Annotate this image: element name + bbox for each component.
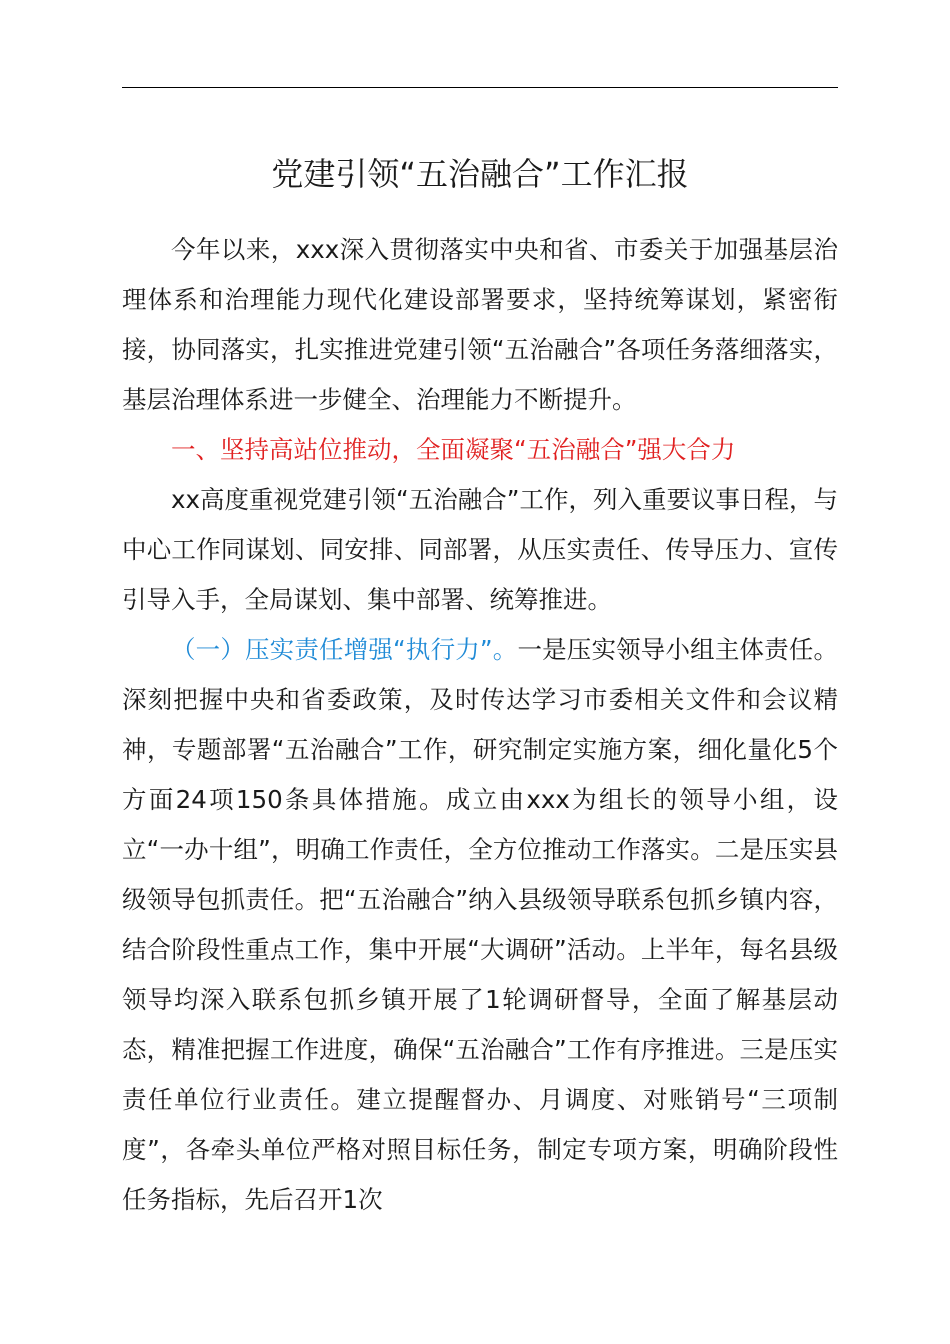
subsection-1-heading: （一）压实责任增强“执行力”。 — [171, 635, 518, 664]
section-1-heading: 一、坚持高站位推动，全面凝聚“五治融合”强大合力 — [171, 435, 736, 464]
subsection-1-paragraph — [122, 625, 838, 1225]
header-rule — [122, 87, 838, 88]
section-1-paragraph: xx高度重视党建引领“五治融合”工作，列入重要议事日程，与中心工作同谋划、同安排、同部署，从压实责任、传导压力、宣传引导入手，全局谋划、集中部署、统筹推进。 — [122, 485, 838, 614]
intro-paragraph: 今年以来，xxx深入贯彻落实中央和省、市委关于加强基层治理体系和治理能力现代化建设部署要求，坚持统筹谋划，紧密衔接，协同落实，扎实推进党建引领“五治融合”各项任务落细落实，基层治理体系进一步健全、治理能力不断提升。 — [122, 235, 838, 414]
document-body — [122, 225, 838, 1225]
document-title: 党建引领“五治融合”工作汇报 — [271, 155, 689, 193]
subsection-1-body: 一是压实领导小组主体责任。深刻把握中央和省委政策，及时传达学习市委相关文件和会议精神，专题部署“五治融合”工作，研究制定实施方案，细化量化5个方面24项150条具体措施。成立由xxx为组长的领导小组，设立“一办十组”，明确工作责任，全方位推动工作落实。二是压实县级领导包抓责任。把“五治融合”纳入县级领导联系包抓乡镇内容，结合阶段性重点工作，集中开展“大调研”活动。上半年，每名县级领导均深入联系包抓乡镇开展了1轮调研督导，全面了解基层动态，精准把握工作进度，确保“五治融合”工作有序推进。三是压实责任单位行业责任。建立提醒督办、月调度、对账销号“三项制度”，各牵头单位严格对照目标任务，制定专项方案，明确阶段性任务指标，先后召开1次 — [122, 635, 839, 1214]
